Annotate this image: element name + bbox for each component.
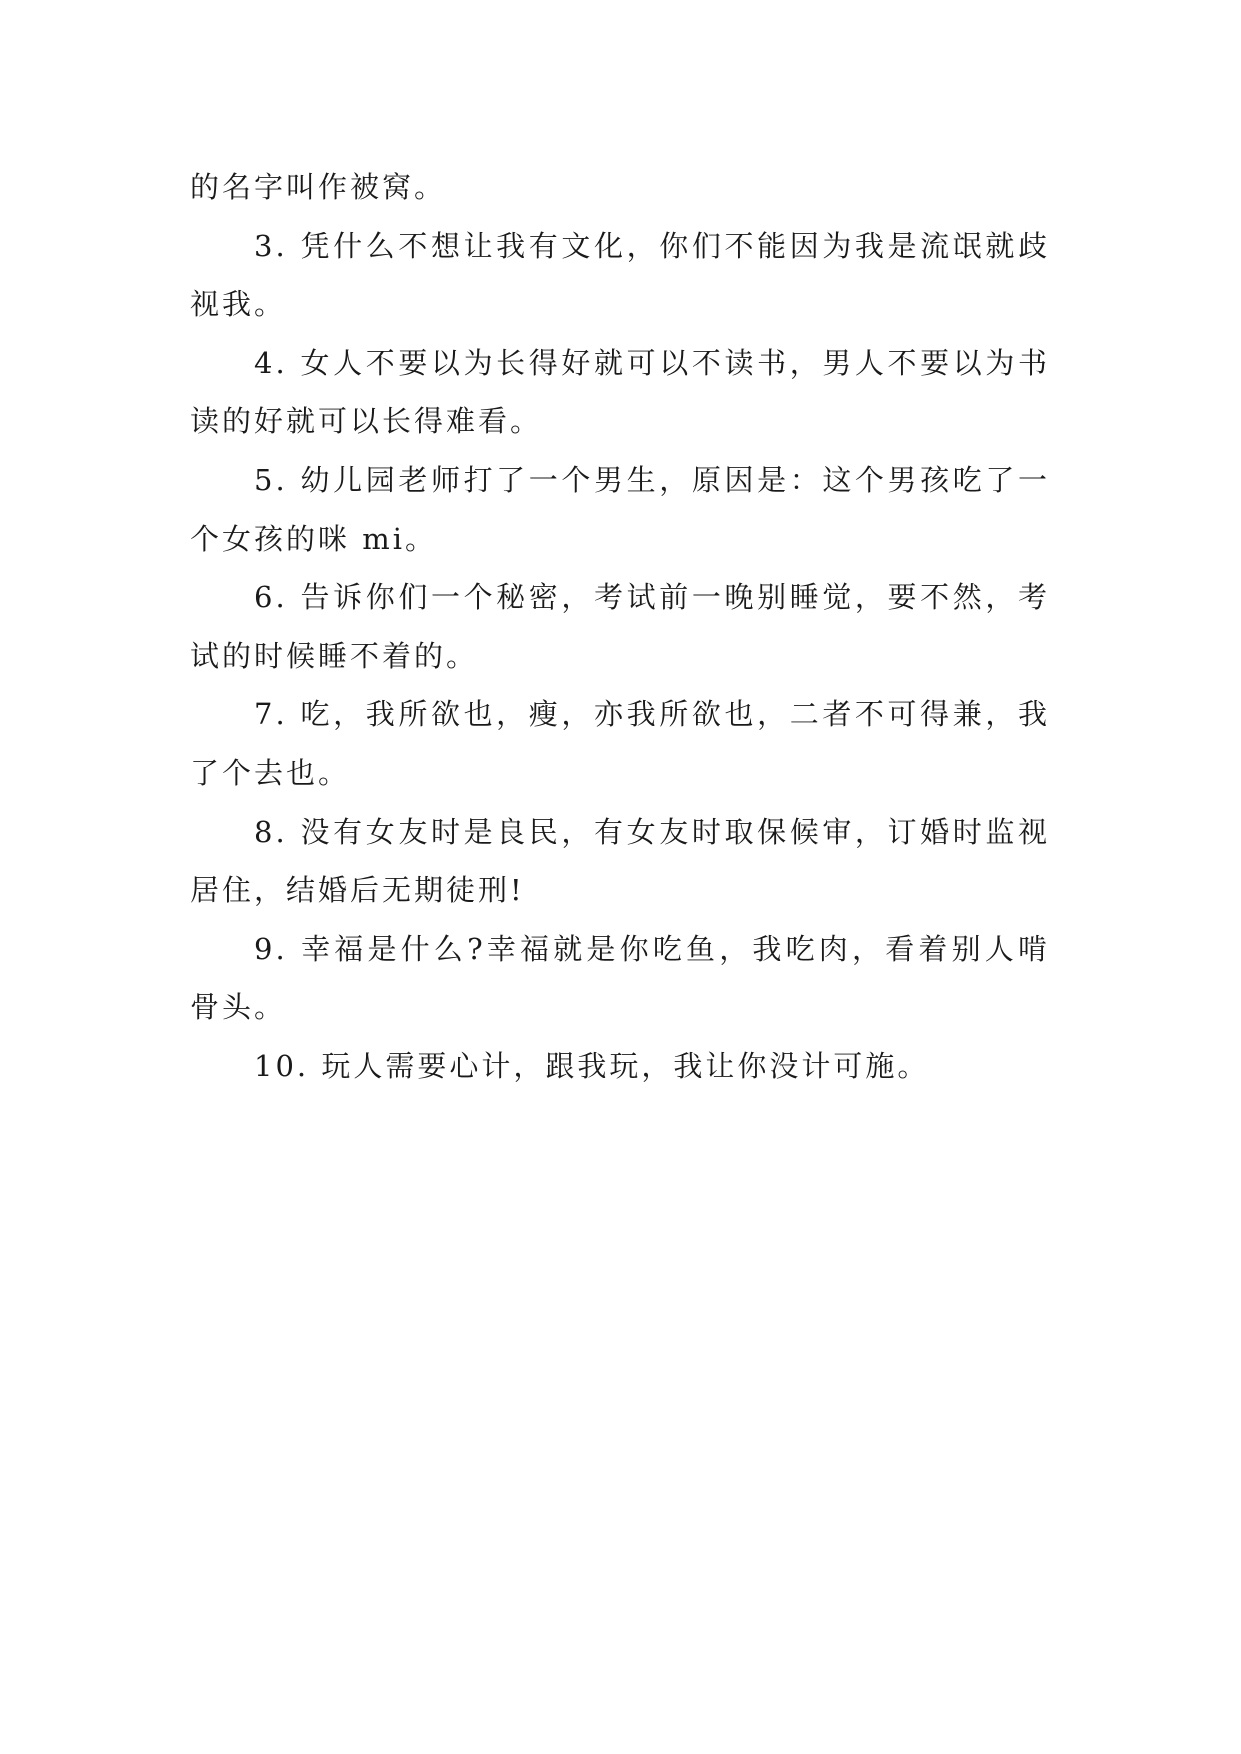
list-item-8: 8. 没有女友时是良民，有女友时取保候审，订婚时监视居住，结婚后无期徒刑! <box>190 814 1050 908</box>
document-body <box>190 158 1050 1096</box>
list-item-5: 5. 幼儿园老师打了一个男生，原因是：这个男孩吃了一个女孩的咪 mi。 <box>190 462 1050 556</box>
list-item-6: 6. 告诉你们一个秘密，考试前一晚别睡觉，要不然，考试的时候睡不着的。 <box>190 580 1050 673</box>
list-item-7: 7. 吃，我所欲也，瘦，亦我所欲也，二者不可得兼，我了个去也。 <box>190 697 1050 790</box>
list-item-4: 4. 女人不要以为长得好就可以不读书，男人不要以为书读的好就可以长得难看。 <box>190 345 1050 439</box>
list-item-9: 9. 幸福是什么?幸福就是你吃鱼，我吃肉，看着别人啃骨头。 <box>190 931 1050 1025</box>
paragraph-continuation: 的名字叫作被窝。 <box>190 170 447 204</box>
list-item-10: 10. 玩人需要心计，跟我玩，我让你没计可施。 <box>254 1048 930 1083</box>
list-item-3: 3. 凭什么不想让我有文化，你们不能因为我是流氓就歧视我。 <box>190 228 1050 322</box>
